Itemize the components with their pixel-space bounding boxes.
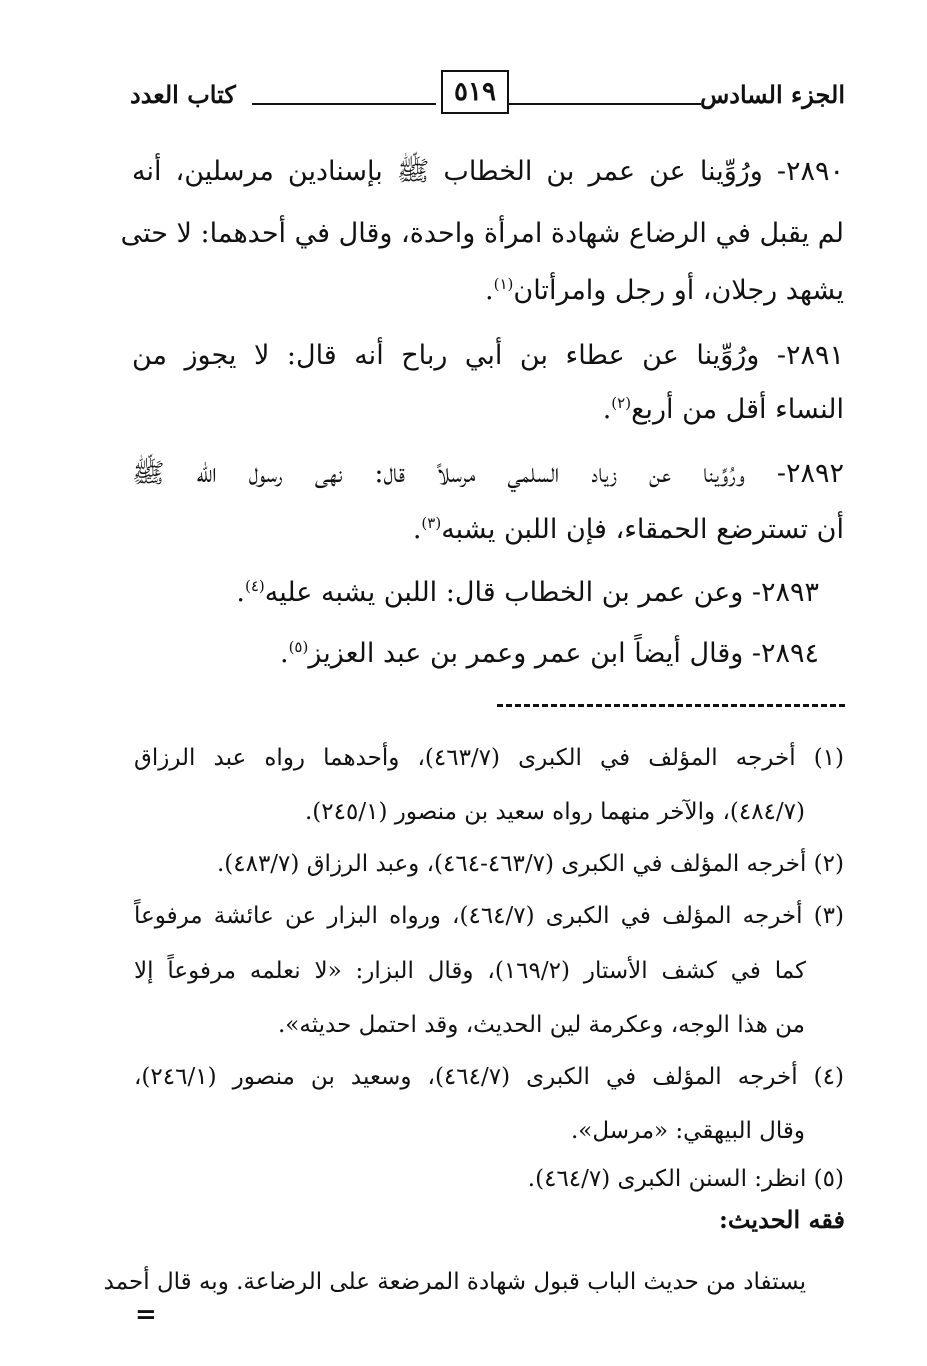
body-line-7-text: أن تسترضع الحمقاء، فإن اللبن يشبه (441, 514, 844, 545)
chapter-title: كتاب العدد (130, 80, 236, 109)
body-line-9-text: ٢٨٩٤- وقال أيضاً ابن عمر وعمر بن عبد العزيز (308, 638, 819, 669)
footnote-3-line-1: (٣) أخرجه المؤلف في الكبرى (٤٦٤/٧)، ورواه البزار عن عائشة مرفوعاً (134, 903, 845, 929)
body-line-5-text: النساء أقل من أربع (631, 394, 844, 425)
body-line-4: ٢٨٩١- ورُوِّينا عن عطاء بن أبي رباح أنه قال: لا يجوز من (132, 340, 844, 371)
period: . (602, 394, 612, 425)
footnote-1-line-1: (١) أخرجه المؤلف في الكبرى (٤٦٣/٧)، وأحدهما رواه عبد الرزاق (134, 745, 845, 771)
footnote-ref-1: (١) (493, 275, 514, 293)
footnote-5: (٥) انظر: السنن الكبرى (٤٦٤/٧). (527, 1166, 844, 1192)
footnote-ref-5: (٥) (288, 638, 309, 656)
footnote-ref-2: (٢) (611, 394, 632, 412)
body-line-5 (603, 390, 844, 432)
fiqh-text: يستفاد من حديث الباب قبول شهادة المرضعة على الرضاعة. وبه قال أحمد (103, 1269, 806, 1295)
footnote-3-line-2: كما في كشف الأستار (١٦٩/٢)، وقال البزار: «لا نعلمه مرفوعاً إلا (134, 958, 806, 984)
body-line-3-text: يشهد رجلان، أو رجل وامرأتان (513, 275, 844, 306)
footnote-1-line-2: (٤٨٤/٧)، والآخر منهما رواه سعيد بن منصور (٢٤٥/١). (305, 799, 805, 825)
header-rule-right (507, 103, 701, 105)
continuation-mark: = (135, 1300, 157, 1330)
header-rule-left (252, 103, 436, 105)
footnote-ref-4: (٤) (244, 577, 265, 595)
body-line-8-text: ٢٨٩٣- وعن عمر بن الخطاب قال: اللبن يشبه عليه (264, 577, 819, 608)
body-line-1: ٢٨٩٠- ورُوِّينا عن عمر بن الخطاب ﷺ بإسنادين مرسلين، أنه (132, 156, 844, 187)
body-line-7 (413, 510, 844, 552)
footnote-ref-3: (٣) (421, 514, 442, 532)
footnote-4-line-2: وقال البيهقي: «مرسل». (570, 1118, 805, 1144)
footnote-4-line-1: (٤) أخرجه المؤلف في الكبرى (٤٦٤/٧)، وسعيد بن منصور (٢٤٦/١)، (134, 1064, 844, 1090)
period: . (412, 514, 422, 545)
footnote-3-line-3: من هذا الوجه، وعكرمة لين الحديث، وقد احتمل حديثه». (277, 1012, 805, 1038)
page-header (130, 70, 845, 120)
body-line-6: ٢٨٩٢- ورُوِّينا عن زياد السلمي مرسلاً قال: نهى رسول الله ﷺ (132, 458, 844, 489)
period: . (279, 638, 289, 669)
body-line-8 (236, 573, 819, 615)
volume-title: الجزء السادس (699, 80, 845, 109)
page-number: ٥١٩ (441, 70, 509, 114)
period: . (485, 275, 494, 306)
footnote-separator (497, 704, 845, 707)
body-line-2: لم يقبل في الرضاع شهادة امرأة واحدة، وقال في أحدهما: لا حتى (120, 218, 844, 249)
fiqh-heading: فقه الحديث: (718, 1205, 845, 1234)
footnote-2: (٢) أخرجه المؤلف في الكبرى (٤٦٣/٧-٤٦٤)، وعبد الرزاق (٤٨٣/٧). (216, 851, 844, 877)
body-line-9 (280, 634, 819, 676)
period: . (236, 577, 245, 608)
body-line-3 (485, 271, 844, 313)
